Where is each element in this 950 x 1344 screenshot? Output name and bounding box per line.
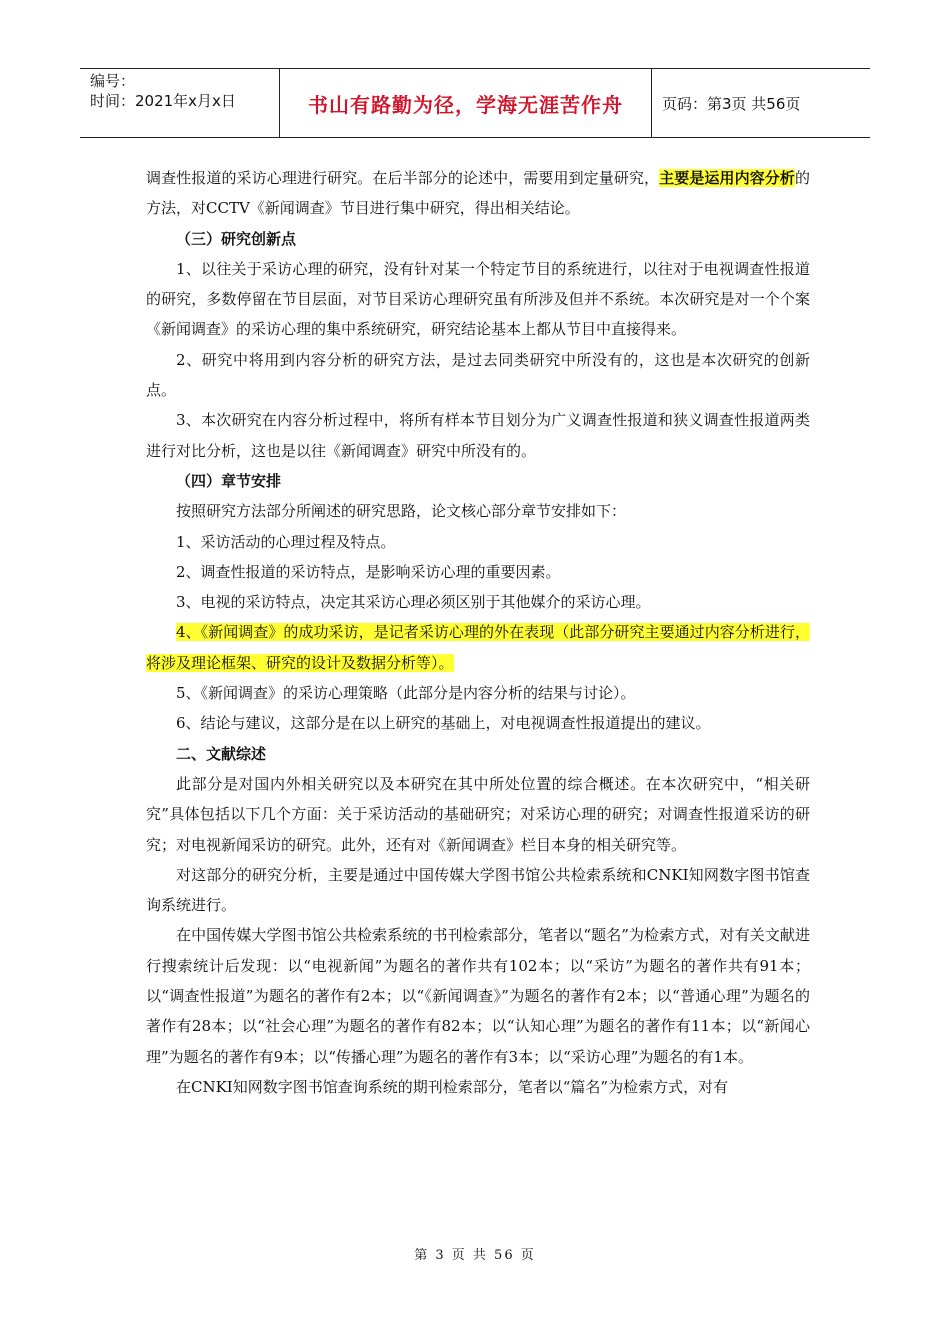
number-label: 编号： [90, 72, 136, 90]
review-paragraph-3: 在中国传媒大学图书馆公共检索系统的书刊检索部分，笔者以“题名”为检索方式，对有关文献进行搜索统计后发现：以“电视新闻”为题名的著作共有102本；以“采访”为题名的著作共有91本；以“调查性报道”为题名的著作有2本；以“《新闻调查》”为题名的著作有2本；以“普通心理”为题名的著作有28本；以“社会心理”为题名的著作有82本；以“认知心理”为题名的著作有11本；以“新闻心理”为题名的著作有9本；以“传播心理”为题名的著作有3本；以“采访心理”为题名的有1本。 [146, 926, 810, 1066]
header-page-label: 页码：第3页 共56页 [662, 94, 801, 113]
review-paragraph-2: 对这部分的研究分析，主要是通过中国传媒大学图书馆公共检索系统和CNKI知网数字图书馆查询系统进行。 [146, 865, 810, 915]
section-heading-review: 二、文献综述 [176, 744, 267, 763]
text-run: 调查性报道的采访心理进行研究。在后半部分的论述中，需要用到定量研究， [146, 169, 660, 187]
paragraph-intro-tail [146, 163, 810, 224]
chapter-item-3: 3、电视的采访特点，决定其采访心理必须区别于其他媒介的采访心理。 [176, 593, 651, 612]
review-paragraph-1: 此部分是对国内外相关研究以及本研究在其中所处位置的综合概述。在本次研究中，“相关研究”具体包括以下几个方面：关于采访活动的基础研究；对采访心理的研究；对调查性报道采访的研究；对电视新闻采访的研究。此外，还有对《新闻调查》栏目本身的相关研究等。 [146, 774, 810, 854]
header-meta [80, 69, 280, 137]
chapters-intro: 按照研究方法部分所阐述的研究思路，论文核心部分章节安排如下： [176, 502, 627, 521]
time-label: 时间：2021年x月x日 [90, 92, 236, 110]
chapter-item-6: 6、结论与建议，这部分是在以上研究的基础上，对电视调查性报道提出的建议。 [176, 714, 711, 733]
chapter-item-2: 2、调查性报道的采访特点，是影响采访心理的重要因素。 [176, 562, 561, 581]
highlighted-text: 主要是运用内容分析 [659, 169, 795, 187]
innovation-point-1: 1、以往关于采访心理的研究，没有针对某一个特定节目的系统进行，以往对于电视调查性报道的研究，多数停留在节目层面，对节目采访心理研究虽有所涉及但并不系统。本次研究是对一个个案《新闻调查》的采访心理的集中系统研究，研究结论基本上都从节目中直接得来。 [146, 259, 810, 339]
chapter-item-1: 1、采访活动的心理过程及特点。 [176, 532, 396, 551]
highlighted-text: 4、《新闻调查》的成功采访，是记者采访心理的外在表现（此部分研究主要通过内容分析进行，将涉及理论框架、研究的设计及数据分析等）。 [146, 623, 810, 672]
innovation-point-2: 2、研究中将用到内容分析的研究方法，是过去同类研究中所没有的，这也是本次研究的创新点。 [146, 350, 810, 400]
innovation-point-3: 3、本次研究在内容分析过程中，将所有样本节目划分为广义调查性报道和狭义调查性报道两类进行对比分析，这也是以往《新闻调查》研究中所没有的。 [146, 411, 810, 460]
page-footer: 第 3 页 共 56 页 [414, 1248, 536, 1263]
document-body [146, 163, 810, 1102]
section-heading-innovation: （三）研究创新点 [176, 229, 297, 248]
text-run: 的方法，对CCTV《新闻调查》节目进行集中研究，得出相关结论。 [146, 169, 810, 218]
review-paragraph-4: 在CNKI知网数字图书馆查询系统的期刊检索部分，笔者以“篇名”为检索方式，对有 [176, 1077, 729, 1096]
chapter-item-5: 5、《新闻调查》的采访心理策略（此部分是内容分析的结果与讨论）。 [176, 684, 636, 703]
section-heading-chapters: （四）章节安排 [176, 471, 282, 490]
chapter-item-4 [146, 617, 810, 678]
header-motto: 书山有路勤为径，学海无涯苦作舟 [280, 69, 652, 137]
page-header [80, 68, 870, 138]
